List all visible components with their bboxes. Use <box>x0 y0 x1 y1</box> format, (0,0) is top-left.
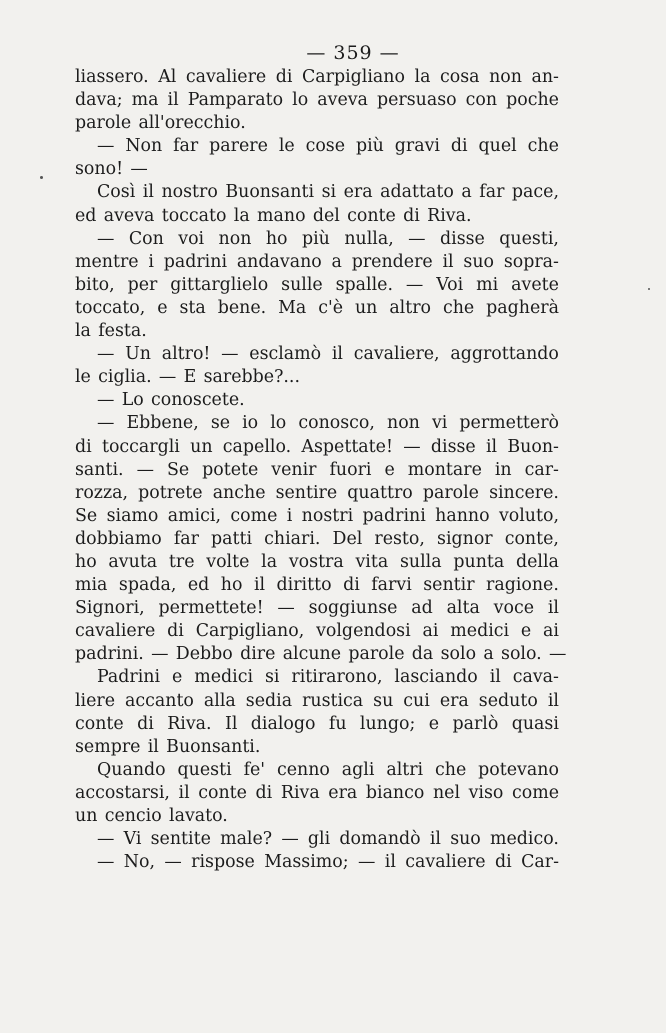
paper-speck <box>40 176 43 179</box>
page-number: — 359 — <box>306 42 400 64</box>
text-line: dava; ma il Pamparato lo aveva persuaso con poche <box>75 90 559 111</box>
text-line: Se siamo amici, come i nostri padrini hanno voluto, <box>75 505 559 526</box>
text-line: Signori, permettete! — soggiunse ad alta voce il <box>75 598 559 619</box>
text-line: padrini. — Debbo dire alcune parole da solo a solo. — <box>75 644 567 665</box>
text-line: di toccargli un capello. Aspettate! — disse il Buon- <box>75 436 559 457</box>
text-line: parole all'orecchio. <box>75 113 246 134</box>
text-line: dobbiamo far patti chiari. Del resto, signor conte, <box>75 528 559 549</box>
text-line: liassero. Al cavaliere di Carpigliano la cosa non an- <box>75 67 559 87</box>
text-line: mentre i padrini andavano a prendere il suo sopra- <box>75 251 559 272</box>
text-line: ho avuta tre volte la vostra vita sulla punta della <box>75 551 559 572</box>
text-line: ed aveva toccato la mano del conte di Riva. <box>75 205 472 226</box>
text-line: le ciglia. — E sarebbe?... <box>75 367 300 388</box>
text-line: — Ebbene, se io lo conosco, non vi permetterò <box>97 413 559 434</box>
paper-speck <box>648 288 650 290</box>
text-line: sono! — <box>75 159 148 180</box>
text-line: Quando questi fe' cenno agli altri che potevano <box>97 759 559 780</box>
text-line: santi. — Se potete venir fuori e montare in car- <box>75 459 559 480</box>
text-line: la festa. <box>75 321 147 342</box>
text-line: — No, — rispose Massimo; — il cavaliere di Car- <box>97 852 559 873</box>
text-line: Così il nostro Buonsanti si era adattato a far pace, <box>97 182 559 203</box>
text-line: sempre il Buonsanti. <box>75 736 261 757</box>
text-line: — Non far parere le cose più gravi di quel che <box>97 136 559 157</box>
body-text <box>75 66 567 874</box>
text-line: rozza, potrete anche sentire quattro parole sincere. <box>75 482 559 503</box>
text-line: toccato, e sta bene. Ma c'è un altro che pagherà <box>75 297 559 318</box>
text-line: un cencio lavato. <box>75 806 228 826</box>
text-line: — Vi sentite male? — gli domandò il suo medico. <box>97 829 559 850</box>
text-line: accostarsi, il conte di Riva era bianco nel viso come <box>75 782 559 803</box>
text-line: — Con voi non ho più nulla, — disse questi, <box>97 228 559 249</box>
text-line: cavaliere di Carpigliano, volgendosi ai medici e ai <box>75 621 559 642</box>
text-line: liere accanto alla sedia rustica su cui era seduto il <box>75 690 559 711</box>
text-line: Padrini e medici si ritirarono, lasciando il cava- <box>97 667 559 688</box>
text-line: bito, per gittarglielo sulle spalle. — Voi mi avete <box>75 274 559 295</box>
text-line: mia spada, ed ho il diritto di farvi sentir ragione. <box>75 575 559 596</box>
text-line: conte di Riva. Il dialogo fu lungo; e parlò quasi <box>75 713 559 734</box>
text-line: — Lo conoscete. <box>97 390 245 411</box>
text-line: — Un altro! — esclamò il cavaliere, aggrottando <box>97 344 559 365</box>
